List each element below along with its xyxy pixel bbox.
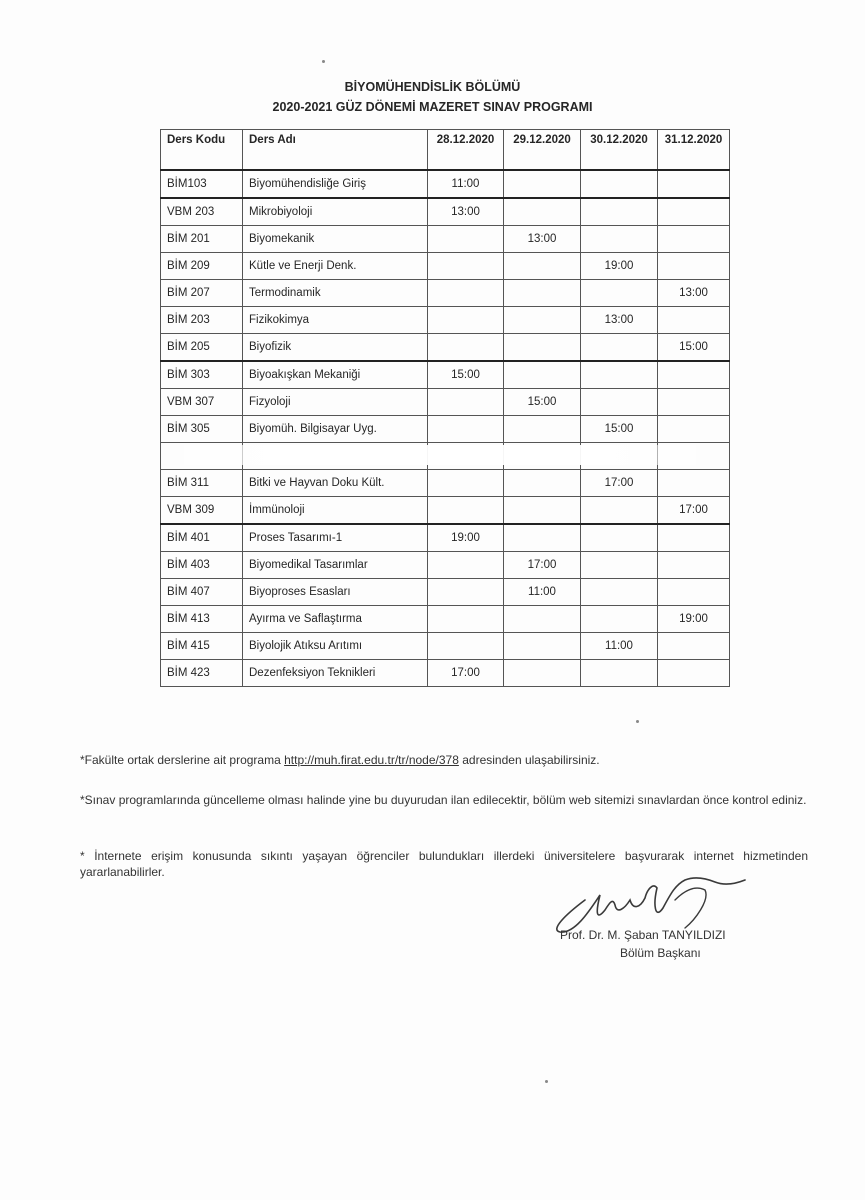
time-cell-30 (581, 524, 658, 552)
course-code-cell: BİM 207 (161, 280, 243, 307)
course-name-cell: Biyofizik (243, 334, 428, 362)
time-cell-31 (658, 470, 730, 497)
table-row (161, 497, 730, 525)
time-cell-28 (428, 552, 504, 579)
time-cell-31 (658, 307, 730, 334)
note-1-text: *Fakülte ortak derslerine ait programa (80, 753, 281, 767)
time-cell-30 (581, 280, 658, 307)
time-cell-29: 11:00 (504, 579, 581, 606)
time-cell-28 (428, 334, 504, 362)
table-row (161, 307, 730, 334)
course-code-cell: BİM 311 (161, 470, 243, 497)
time-cell-30 (581, 497, 658, 525)
course-code-cell: BİM 401 (161, 524, 243, 552)
time-cell-28: 13:00 (428, 198, 504, 226)
table-row (161, 226, 730, 253)
course-code-cell: BİM 305 (161, 416, 243, 443)
table-row (161, 470, 730, 497)
program-title: 2020-2021 GÜZ DÖNEMİ MAZERET SINAV PROGRAMI (272, 100, 593, 114)
course-code-cell: BİM 423 (161, 660, 243, 687)
time-cell-30 (581, 660, 658, 687)
course-code-cell: BİM 203 (161, 307, 243, 334)
note-internet-access: * İnternete erişim konusunda sıkıntı yaşayan öğrenciler bulundukları illerdeki üniversitelere başvurarak internet hizmetinden yararlanabilirler. (80, 849, 808, 879)
time-cell-29 (504, 361, 581, 389)
time-cell-30: 19:00 (581, 253, 658, 280)
time-cell-31 (658, 633, 730, 660)
time-cell-30: 11:00 (581, 633, 658, 660)
time-cell-31 (658, 389, 730, 416)
time-cell-28 (428, 606, 504, 633)
time-cell-28: 19:00 (428, 524, 504, 552)
scan-speck (322, 60, 325, 63)
course-code-cell: VBM 203 (161, 198, 243, 226)
time-cell-30 (581, 361, 658, 389)
time-cell-29 (504, 334, 581, 362)
col-header-date-29: 29.12.2020 (504, 130, 581, 171)
note-faculty-program (80, 752, 808, 768)
time-cell-28 (428, 470, 504, 497)
table-row (161, 389, 730, 416)
table-row (161, 253, 730, 280)
exam-schedule-table (160, 129, 730, 687)
time-cell-30: 17:00 (581, 470, 658, 497)
time-cell-31: 17:00 (658, 497, 730, 525)
time-cell-29 (504, 170, 581, 198)
course-code-cell: BİM 413 (161, 606, 243, 633)
time-cell-29 (504, 198, 581, 226)
time-cell-29 (504, 633, 581, 660)
time-cell-30 (581, 170, 658, 198)
time-cell-29 (504, 606, 581, 633)
table-row (161, 660, 730, 687)
course-code-cell: BİM 303 (161, 361, 243, 389)
time-cell-31 (658, 552, 730, 579)
course-name-cell: Biyomühendisliğe Giriş (243, 170, 428, 198)
time-cell-28 (428, 389, 504, 416)
note-schedule-update: *Sınav programlarında güncelleme olması halinde yine bu duyurudan ilan edilecektir, bölüm web sitemizi sınavlardan önce kontrol ediniz. (80, 793, 807, 807)
col-header-date-30: 30.12.2020 (581, 130, 658, 171)
table-row (161, 552, 730, 579)
course-name-cell: İmmünoloji (243, 497, 428, 525)
time-cell-28 (428, 416, 504, 443)
course-code-cell: BİM 407 (161, 579, 243, 606)
time-cell-29 (504, 470, 581, 497)
department-heading: BİYOMÜHENDİSLİK BÖLÜMÜ (344, 80, 521, 94)
table-row (161, 579, 730, 606)
time-cell-28 (428, 226, 504, 253)
course-name-cell: Biyolojik Atıksu Arıtımı (243, 633, 428, 660)
time-cell-31 (658, 416, 730, 443)
time-cell-30 (581, 334, 658, 362)
course-name-cell: Termodinamik (243, 280, 428, 307)
time-cell-28 (428, 253, 504, 280)
course-name-cell: Mikrobiyoloji (243, 198, 428, 226)
table-row (161, 198, 730, 226)
time-cell-31: 19:00 (658, 606, 730, 633)
time-cell-31 (658, 660, 730, 687)
time-cell-31 (658, 361, 730, 389)
course-name-cell: Fizikokimya (243, 307, 428, 334)
time-cell-31 (658, 253, 730, 280)
time-cell-30: 13:00 (581, 307, 658, 334)
time-cell-29 (504, 280, 581, 307)
time-cell-29 (504, 416, 581, 443)
time-cell-29 (504, 660, 581, 687)
time-cell-29: 13:00 (504, 226, 581, 253)
note-1-tail: adresinden ulaşabilirsiniz. (462, 753, 600, 767)
course-name-cell: Biyomekanik (243, 226, 428, 253)
time-cell-31: 13:00 (658, 280, 730, 307)
course-name-cell: Proses Tasarımı-1 (243, 524, 428, 552)
signer-block (560, 926, 726, 962)
time-cell-28 (428, 307, 504, 334)
time-cell-29 (504, 253, 581, 280)
course-name-cell: Biyomedikal Tasarımlar (243, 552, 428, 579)
course-name-cell: Bitki ve Hayvan Doku Kült. (243, 470, 428, 497)
course-code-cell: VBM 307 (161, 389, 243, 416)
scan-speck (545, 1080, 548, 1083)
time-cell-30 (581, 226, 658, 253)
course-code-cell: BİM 415 (161, 633, 243, 660)
course-name-cell: Dezenfeksiyon Teknikleri (243, 660, 428, 687)
time-cell-31 (658, 524, 730, 552)
time-cell-29 (504, 497, 581, 525)
table-body (161, 170, 730, 687)
time-cell-28: 11:00 (428, 170, 504, 198)
col-header-name: Ders Adı (243, 130, 428, 171)
table-header-row (161, 130, 730, 171)
time-cell-28: 17:00 (428, 660, 504, 687)
table-row (161, 416, 730, 443)
course-code-cell: BİM 201 (161, 226, 243, 253)
time-cell-29: 17:00 (504, 552, 581, 579)
col-header-date-31: 31.12.2020 (658, 130, 730, 171)
time-cell-28 (428, 497, 504, 525)
table-row (161, 334, 730, 362)
time-cell-28 (428, 280, 504, 307)
table-row (161, 361, 730, 389)
faculty-program-link[interactable]: http://muh.firat.edu.tr/tr/node/378 (284, 753, 459, 767)
time-cell-29 (504, 307, 581, 334)
time-cell-30 (581, 606, 658, 633)
time-cell-30 (581, 552, 658, 579)
time-cell-29 (504, 524, 581, 552)
table-row (161, 280, 730, 307)
time-cell-31 (658, 579, 730, 606)
time-cell-29: 15:00 (504, 389, 581, 416)
time-cell-28 (428, 633, 504, 660)
time-cell-30: 15:00 (581, 416, 658, 443)
course-code-cell: BİM 209 (161, 253, 243, 280)
course-code-cell: BİM 403 (161, 552, 243, 579)
table-row (161, 524, 730, 552)
time-cell-31 (658, 170, 730, 198)
time-cell-31 (658, 198, 730, 226)
signer-title: Bölüm Başkanı (620, 946, 701, 960)
course-code-cell: BİM103 (161, 170, 243, 198)
course-name-cell: Biyomüh. Bilgisayar Uyg. (243, 416, 428, 443)
table-row (161, 170, 730, 198)
redacted-row-blur (165, 445, 715, 465)
signer-name: Prof. Dr. M. Şaban TANYILDIZI (560, 928, 726, 942)
time-cell-31 (658, 226, 730, 253)
course-name-cell: Kütle ve Enerji Denk. (243, 253, 428, 280)
col-header-code: Ders Kodu (161, 130, 243, 171)
time-cell-31: 15:00 (658, 334, 730, 362)
table-row (161, 606, 730, 633)
time-cell-30 (581, 198, 658, 226)
scan-speck (636, 720, 639, 723)
course-name-cell: Ayırma ve Saflaştırma (243, 606, 428, 633)
course-name-cell: Biyoakışkan Mekaniği (243, 361, 428, 389)
time-cell-28 (428, 579, 504, 606)
course-code-cell: BİM 205 (161, 334, 243, 362)
time-cell-28: 15:00 (428, 361, 504, 389)
course-name-cell: Biyoproses Esasları (243, 579, 428, 606)
course-name-cell: Fizyoloji (243, 389, 428, 416)
time-cell-30 (581, 389, 658, 416)
col-header-date-28: 28.12.2020 (428, 130, 504, 171)
time-cell-30 (581, 579, 658, 606)
course-code-cell: VBM 309 (161, 497, 243, 525)
table-row (161, 633, 730, 660)
